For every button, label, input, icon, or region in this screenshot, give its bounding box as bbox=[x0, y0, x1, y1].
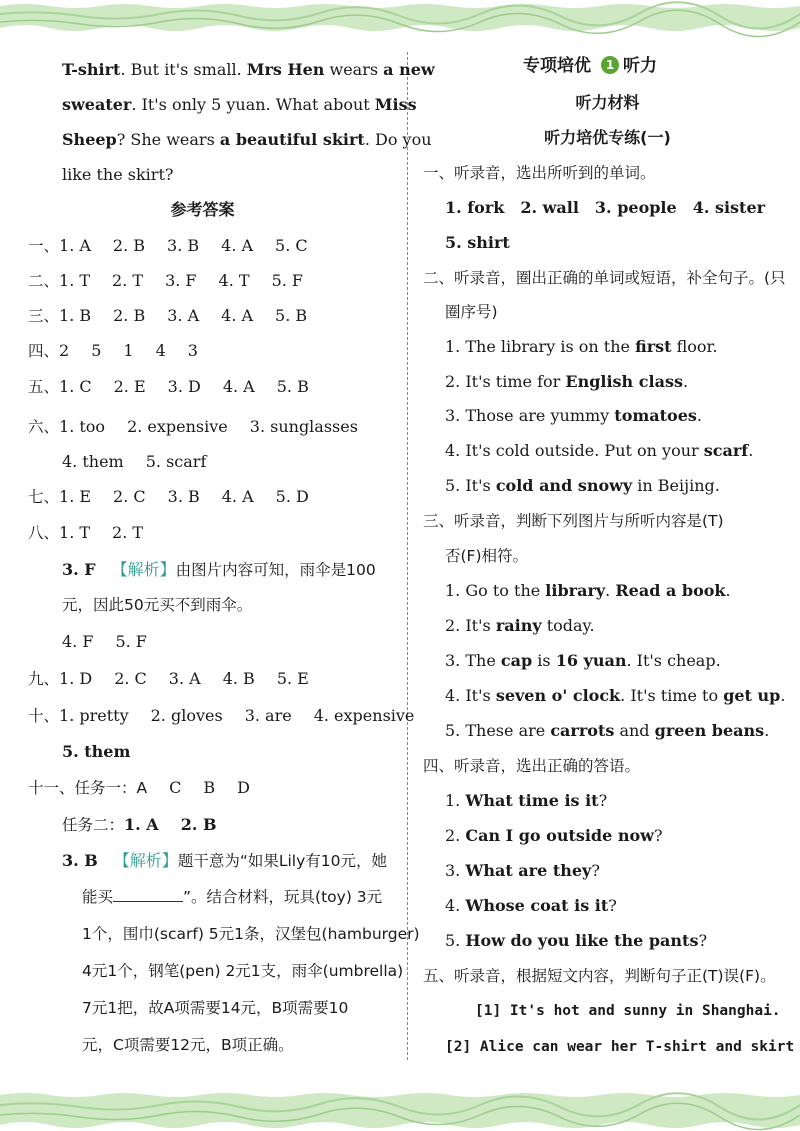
a4-item-5: 3 bbox=[187, 341, 198, 360]
passage-line-3-seg-2: ? She wears bbox=[116, 130, 220, 149]
a9-prefix: 九、 bbox=[28, 670, 60, 688]
section-header bbox=[523, 56, 657, 76]
q3_items-3-seg-6: . It's cheap. bbox=[626, 651, 721, 670]
q2_items-5-seg-2: It's bbox=[465, 476, 496, 495]
analysis-line-3: 1个，围巾(scarf) 5元1条，汉堡包(hamburger) bbox=[82, 925, 420, 943]
question-2-instruction-cont: 圈序号) bbox=[445, 303, 498, 321]
q4_items-3-seg-1: 3. bbox=[445, 861, 466, 880]
q4_items-2-seg-2: Can I go outside now bbox=[465, 826, 654, 845]
section-label: 专项培优 bbox=[523, 56, 591, 76]
question-3-item-5 bbox=[445, 721, 769, 741]
q3_items-2-seg-3: rainy bbox=[495, 616, 542, 635]
answer-row-4 bbox=[28, 341, 198, 361]
question-5-instruction: 五、听录音，根据短文内容，判断句子正(T)误(F)。 bbox=[423, 967, 776, 985]
a1-item-2: 2. B bbox=[112, 236, 146, 255]
q3_items-3-seg-2: The bbox=[465, 651, 501, 670]
question-2-instruction: 二、听录音，圈出正确的单词或短语，补全句子。(只 bbox=[423, 269, 786, 287]
a11-item-3: D bbox=[237, 778, 250, 797]
answer-key-title: 参考答案 bbox=[170, 200, 235, 219]
a2-item-1: 1. T bbox=[59, 271, 91, 290]
q2_items-4-seg-4: . bbox=[748, 441, 754, 460]
analysis-line-2 bbox=[82, 887, 382, 907]
q4_items-2-seg-3: ? bbox=[653, 826, 663, 845]
analysis-line-2-pre: 能买 bbox=[82, 888, 114, 906]
answer-row-2 bbox=[28, 271, 303, 291]
q3_items-4-seg-6: . bbox=[780, 686, 786, 705]
answer-row-1 bbox=[28, 236, 308, 256]
a3-item-2: 2. B bbox=[113, 306, 146, 325]
a2-item-4: 4. T bbox=[218, 271, 250, 290]
question-5-item-1: [1] It's hot and sunny in Shanghai. bbox=[475, 1003, 781, 1019]
a5-item-3: 3. D bbox=[167, 377, 201, 396]
q3_items-4-seg-5: get up bbox=[723, 686, 781, 705]
q2_items-1-seg-1: 1. bbox=[445, 337, 466, 356]
analysis-line-6: 元，C项需要12元，B项正确。 bbox=[82, 1036, 294, 1054]
q3_items-4-seg-1: 4. bbox=[445, 686, 466, 705]
passage-line-3 bbox=[62, 130, 432, 150]
answer-8-3-num: 3. F bbox=[62, 560, 96, 579]
q2_items-3-seg-1: 3. bbox=[445, 406, 466, 425]
q2_items-1-seg-4: floor. bbox=[671, 337, 718, 356]
q2_items-5-seg-1: 5. bbox=[445, 476, 466, 495]
a4-item-2: 5 bbox=[91, 341, 102, 360]
a11b-item-1: 1. A bbox=[124, 815, 159, 834]
question-2-item-4 bbox=[445, 441, 753, 461]
passage-line-1-seg-3: Mrs Hen bbox=[246, 60, 325, 79]
q3_items-5-seg-1: 5. bbox=[445, 721, 466, 740]
passage-line-2-seg-1: sweater bbox=[62, 95, 132, 114]
listening-material-title: 听力材料 bbox=[575, 93, 640, 112]
answer-10-5: 5. them bbox=[62, 742, 131, 761]
a11-item-1: C bbox=[169, 778, 182, 797]
passage-line-1-seg-1: T-shirt bbox=[62, 60, 121, 79]
passage-line-1-seg-4: wears bbox=[324, 60, 384, 79]
q4_items-4-seg-1: 4. bbox=[445, 896, 466, 915]
answer-row-5 bbox=[28, 377, 309, 397]
answer-row-6 bbox=[28, 417, 358, 437]
a3-prefix: 三、 bbox=[28, 307, 60, 325]
q4_items-5-seg-1: 5. bbox=[445, 931, 466, 950]
a11b-item-2: 2. B bbox=[180, 815, 217, 834]
q2_items-5-seg-4: in Beijing. bbox=[632, 476, 720, 495]
top-decorative-band bbox=[0, 0, 800, 46]
a3-item-3: 3. A bbox=[167, 306, 200, 325]
q3_items-1-seg-4: . bbox=[605, 581, 616, 600]
a11-item-2: B bbox=[203, 778, 216, 797]
a3-item-5: 5. B bbox=[275, 306, 308, 325]
a10-item-2: 2. gloves bbox=[150, 706, 223, 725]
a6-prefix: 六、 bbox=[28, 418, 60, 436]
question-3-item-1 bbox=[445, 581, 731, 601]
question-4-item-5 bbox=[445, 931, 707, 951]
a4-prefix: 四、 bbox=[28, 342, 60, 360]
question-3-item-2 bbox=[445, 616, 595, 636]
q3_items-5-seg-3: carrots bbox=[550, 721, 615, 740]
q3_items-5-seg-4: and bbox=[614, 721, 655, 740]
question-4-item-3 bbox=[445, 861, 600, 881]
passage-line-1-seg-5: a new bbox=[383, 60, 435, 79]
question-5-item-2: [2] Alice can wear her T-shirt and skirt bbox=[445, 1039, 795, 1055]
q3_items-3-seg-4: is bbox=[532, 651, 556, 670]
a8b-item-2: 5. F bbox=[115, 632, 147, 651]
question-4-instruction: 四、听录音，选出正确的答语。 bbox=[423, 757, 641, 775]
q1-item-1: 1. fork bbox=[445, 198, 505, 217]
passage-line-4 bbox=[62, 165, 173, 185]
question-3-item-4 bbox=[445, 686, 785, 706]
question-4-item-2 bbox=[445, 826, 663, 846]
q3_items-4-seg-4: . It's time to bbox=[620, 686, 724, 705]
section-topic: 听力 bbox=[623, 56, 657, 76]
question-1-instruction: 一、听录音，选出所听到的单词。 bbox=[423, 164, 656, 182]
a11-task2: 任务二： bbox=[62, 816, 125, 834]
q3_items-2-seg-4: today. bbox=[541, 616, 595, 635]
a3-item-4: 4. A bbox=[221, 306, 254, 325]
bottom-decorative-band bbox=[0, 1085, 800, 1131]
a9-item-5: 5. E bbox=[276, 669, 309, 688]
answer-row-9 bbox=[28, 669, 309, 689]
a4-item-3: 1 bbox=[123, 341, 134, 360]
a2-item-2: 2. T bbox=[112, 271, 144, 290]
a3-item-1: 1. B bbox=[59, 306, 92, 325]
analysis-text-2: 题干意为“如果Lily有10元，她 bbox=[177, 852, 387, 870]
q4_items-1-seg-2: What time is it bbox=[465, 791, 599, 810]
answer-row-8 bbox=[28, 523, 143, 543]
q4_items-4-seg-3: ? bbox=[608, 896, 617, 915]
a8b-item-1: 4. F bbox=[62, 632, 94, 651]
a2-prefix: 二、 bbox=[28, 272, 60, 290]
answer-row-6-cont bbox=[62, 452, 206, 472]
passage-line-4-seg-1: like the skirt? bbox=[62, 165, 174, 184]
question-1-item-5: 5. shirt bbox=[445, 233, 510, 252]
q2_items-5-seg-3: cold and snowy bbox=[495, 476, 633, 495]
q2_items-4-seg-3: scarf bbox=[703, 441, 749, 460]
q4_items-4-seg-2: Whose coat is it bbox=[465, 896, 609, 915]
a2-item-3: 3. F bbox=[165, 271, 197, 290]
q3_items-4-seg-3: seven o' clock bbox=[495, 686, 621, 705]
a7-item-4: 4. A bbox=[221, 487, 254, 506]
q2_items-2-seg-4: . bbox=[682, 372, 689, 391]
a7-item-2: 2. C bbox=[113, 487, 146, 506]
a1-prefix: 一、 bbox=[28, 237, 60, 255]
passage-line-3-seg-1: Sheep bbox=[62, 130, 117, 149]
answer-8-3 bbox=[62, 560, 376, 580]
a9-item-4: 4. B bbox=[222, 669, 255, 688]
question-3-instruction-cont: 否(F)相符。 bbox=[445, 547, 529, 565]
q3_items-2-seg-1: 2. bbox=[445, 616, 466, 635]
question-1-items bbox=[445, 198, 765, 218]
analysis-line-5: 7元1把，故A项需要14元，B项需要10 bbox=[82, 999, 349, 1017]
a6b-item-2: 5. scarf bbox=[145, 452, 207, 471]
q2_items-2-seg-3: English class bbox=[565, 372, 683, 391]
question-4-item-1 bbox=[445, 791, 607, 811]
a4-item-4: 4 bbox=[155, 341, 166, 360]
a10-item-4: 4. expensive bbox=[313, 706, 415, 725]
q3_items-1-seg-6: . bbox=[725, 581, 731, 600]
a9-item-3: 3. A bbox=[168, 669, 201, 688]
a1-item-1: 1. A bbox=[59, 236, 91, 255]
q3_items-4-seg-2: It's bbox=[465, 686, 496, 705]
q3_items-5-seg-6: . bbox=[764, 721, 770, 740]
answer-11-3 bbox=[62, 851, 387, 871]
q3_items-5-seg-2: These are bbox=[465, 721, 551, 740]
question-2-item-2 bbox=[445, 372, 688, 392]
a5-item-2: 2. E bbox=[113, 377, 146, 396]
q2_items-4-seg-1: 4. bbox=[445, 441, 466, 460]
q2_items-4-seg-2: It's cold outside. Put on your bbox=[465, 441, 704, 460]
column-divider bbox=[407, 52, 408, 1060]
answer-row-8-cont bbox=[62, 632, 147, 652]
answer-row-10-cont bbox=[62, 742, 130, 762]
q2_items-2-seg-1: 2. bbox=[445, 372, 466, 391]
a1-item-3: 3. B bbox=[167, 236, 200, 255]
a4-item-1: 2 bbox=[59, 341, 70, 360]
question-3-instruction: 三、听录音，判断下列图片与所听内容是(T) bbox=[423, 512, 724, 530]
q1-item-2: 2. wall bbox=[520, 198, 579, 217]
q3_items-1-seg-3: library bbox=[545, 581, 606, 600]
a6-item-1: 1. too bbox=[59, 417, 106, 436]
q4_items-3-seg-3: ? bbox=[591, 861, 600, 880]
a9-item-2: 2. C bbox=[114, 669, 147, 688]
analysis-line-4: 4元1个，钢笔(pen) 2元1支，雨伞(umbrella) bbox=[82, 962, 404, 980]
a7-item-5: 5. D bbox=[275, 487, 309, 506]
a7-prefix: 七、 bbox=[28, 488, 60, 506]
q3_items-1-seg-5: Read a book bbox=[615, 581, 726, 600]
answer-row-10 bbox=[28, 706, 414, 726]
question-4-item-4 bbox=[445, 896, 617, 916]
listening-practice-subtitle: 听力培优专练(一) bbox=[544, 128, 671, 147]
q3_items-2-seg-2: It's bbox=[465, 616, 496, 635]
passage-line-2 bbox=[62, 95, 417, 115]
q3_items-5-seg-5: green beans bbox=[654, 721, 765, 740]
q2_items-1-seg-2: The library is on the bbox=[465, 337, 636, 356]
answer-11-3-num: 3. B bbox=[62, 851, 98, 870]
analysis-line-2-post: ”。结合材料，玩具(toy) 3元 bbox=[183, 888, 383, 906]
answer-row-7 bbox=[28, 487, 309, 507]
a5-prefix: 五、 bbox=[28, 378, 60, 396]
a2-item-5: 5. F bbox=[271, 271, 304, 290]
q3_items-3-seg-5: 16 yuan bbox=[555, 651, 627, 670]
q4_items-2-seg-1: 2. bbox=[445, 826, 466, 845]
a5-item-1: 1. C bbox=[59, 377, 92, 396]
analysis-tag-2: 【解析】 bbox=[113, 851, 178, 870]
passage-line-3-seg-3: a beautiful skirt bbox=[219, 130, 365, 149]
a10-item-3: 3. are bbox=[244, 706, 292, 725]
q4_items-5-seg-3: ? bbox=[698, 931, 708, 950]
a1-item-4: 4. A bbox=[221, 236, 254, 255]
a9-item-1: 1. D bbox=[59, 669, 93, 688]
a7-item-1: 1. E bbox=[59, 487, 92, 506]
passage-line-3-seg-4: . Do you bbox=[364, 130, 432, 149]
answer-row-3 bbox=[28, 306, 307, 326]
a5-item-4: 4. A bbox=[222, 377, 255, 396]
q4_items-1-seg-3: ? bbox=[598, 791, 608, 810]
a8-item-2: 2. T bbox=[112, 523, 144, 542]
q2_items-2-seg-2: It's time for bbox=[465, 372, 566, 391]
passage-line-2-seg-3: Miss bbox=[374, 95, 417, 114]
a7-item-3: 3. B bbox=[167, 487, 200, 506]
answer-row-11-task2 bbox=[62, 815, 217, 835]
a10-prefix: 十、 bbox=[28, 707, 60, 725]
q1-item-3: 3. people bbox=[594, 198, 677, 217]
a8-prefix: 八、 bbox=[28, 524, 60, 542]
q3_items-1-seg-1: 1. bbox=[445, 581, 466, 600]
q3_items-1-seg-2: Go to the bbox=[465, 581, 546, 600]
question-2-item-3 bbox=[445, 406, 702, 426]
section-number-badge: 1 bbox=[601, 56, 619, 74]
q2_items-3-seg-2: Those are yummy bbox=[465, 406, 615, 425]
analysis-tag: 【解析】 bbox=[111, 560, 176, 579]
a6b-item-1: 4. them bbox=[62, 452, 124, 471]
q1-item-4: 4. sister bbox=[692, 198, 766, 217]
answer-blank bbox=[113, 887, 183, 902]
answer-8-3-cont: 元，因此50元买不到雨伞。 bbox=[62, 596, 253, 614]
q2_items-3-seg-3: tomatoes bbox=[614, 406, 697, 425]
q2_items-3-seg-4: . bbox=[696, 406, 702, 425]
q2_items-1-seg-3: first bbox=[635, 337, 672, 356]
answer-row-11 bbox=[28, 778, 250, 798]
q3_items-3-seg-1: 3. bbox=[445, 651, 466, 670]
a11-prefix: 十一、 bbox=[28, 779, 75, 797]
question-2-item-1 bbox=[445, 337, 718, 357]
passage-line-1-seg-2: . But it's small. bbox=[120, 60, 247, 79]
question-3-item-3 bbox=[445, 651, 721, 671]
passage-line-1 bbox=[62, 60, 435, 80]
q4_items-1-seg-1: 1. bbox=[445, 791, 466, 810]
analysis-text: 由图片内容可知，雨伞是100 bbox=[175, 561, 376, 579]
a10-item-1: 1. pretty bbox=[59, 706, 129, 725]
a6-item-2: 2. expensive bbox=[127, 417, 228, 436]
q4_items-3-seg-2: What are they bbox=[465, 861, 592, 880]
a1-item-5: 5. C bbox=[275, 236, 308, 255]
q4_items-5-seg-2: How do you like the pants bbox=[465, 931, 699, 950]
a8-item-1: 1. T bbox=[59, 523, 91, 542]
q3_items-3-seg-3: cap bbox=[500, 651, 533, 670]
a5-item-5: 5. B bbox=[276, 377, 309, 396]
question-2-item-5 bbox=[445, 476, 720, 496]
a6-item-3: 3. sunglasses bbox=[249, 417, 358, 436]
passage-line-2-seg-2: . It's only 5 yuan. What about bbox=[131, 95, 375, 114]
a11-task1: 任务一：A bbox=[74, 779, 148, 797]
